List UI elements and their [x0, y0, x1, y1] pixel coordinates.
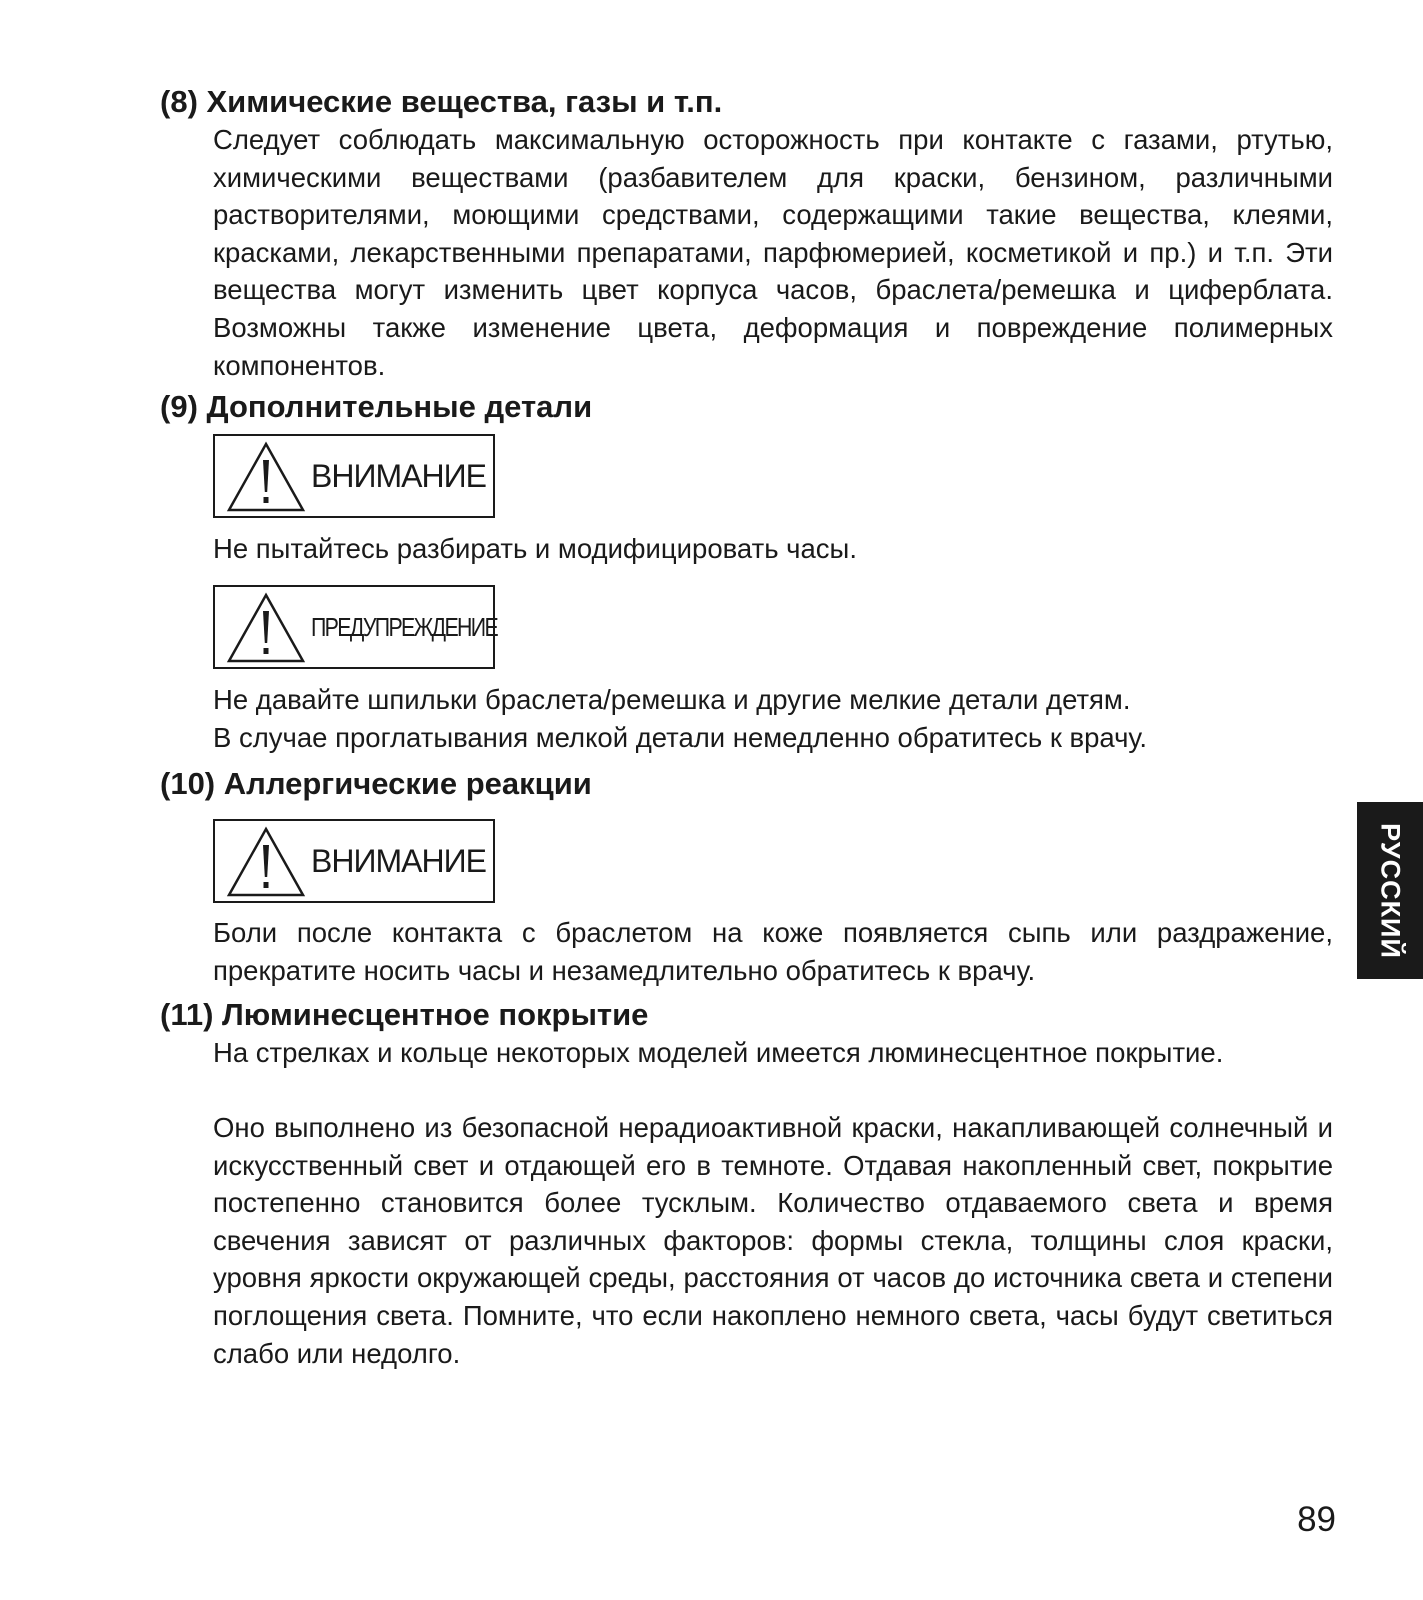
section-heading-extra-parts: (9) Дополнительные детали [160, 389, 593, 424]
section-heading-chemicals: (8) Химические вещества, газы и т.п. [160, 84, 723, 119]
caution-box [213, 434, 495, 518]
warning-text-allergy: Боли после контакта с браслетом на коже появляется сыпь или раздражение, прекратите носить часы и незамедлительно обратитесь к врачу. [213, 917, 1333, 986]
warning-triangle-icon [225, 825, 307, 899]
page-number: 89 [1297, 1500, 1336, 1539]
paragraph-chemicals: Следует соблюдать максимальную осторожность при контакте с газами, ртутью, химическими веществами (разбавителем для краски, бензином, различными растворителями, моющими средствами, содержащими такие вещества, клеями, красками, лекарственными препаратами, парфюмерией, косметикой и пр.) и т.п. Эти вещества могут изменить цвет корпуса часов, браслета/ремешка и циферблата. Возможны также изменение цвета, деформация и повреждение полимерных компонентов. [213, 124, 1333, 381]
section-heading-allergy: (10) Аллергические реакции [160, 766, 592, 801]
language-tab-label: РУССКИЙ [1375, 822, 1406, 959]
paragraph-luminous-details: Оно выполнено из безопасной нерадиоактивной краски, накапливающей солнечный и искусственный свет и отдающей его в темноте. Отдавая накопленный свет, покрытие постепенно становится более тусклым. Количество отдаваемого света и время свечения зависят от различных факторов: формы стекла, толщины слоя краски, уровня яркости окружающей среды, расстояния от часов до источника света и степени поглощения света. Помните, что если накоплено немного света, часы будут светиться слабо или недолго. [213, 1112, 1333, 1369]
warning-label: ПРЕДУПРЕЖДЕНИЕ [311, 612, 498, 642]
section-heading-luminous: (11) Люминесцентное покрытие [160, 997, 649, 1032]
warning-text-disassemble: Не пытайтесь разбирать и модифицировать часы. [213, 533, 857, 564]
warning-label: ВНИМАНИЕ [311, 458, 486, 494]
caution-box [213, 819, 495, 903]
warning-text-small-parts: Не давайте шпильки браслета/ремешка и другие мелкие детали детям. [213, 684, 1131, 715]
warning-text-swallowing: В случае проглатывания мелкой детали немедленно обратитесь к врачу. [213, 722, 1148, 753]
warning-triangle-icon [225, 591, 307, 665]
warning-label: ВНИМАНИЕ [311, 843, 486, 879]
warning-box [213, 585, 498, 669]
paragraph-luminous-intro: На стрелках и кольце некоторых моделей имеется люминесцентное покрытие. [213, 1037, 1224, 1068]
warning-triangle-icon [225, 440, 307, 514]
language-tab [1357, 802, 1423, 979]
